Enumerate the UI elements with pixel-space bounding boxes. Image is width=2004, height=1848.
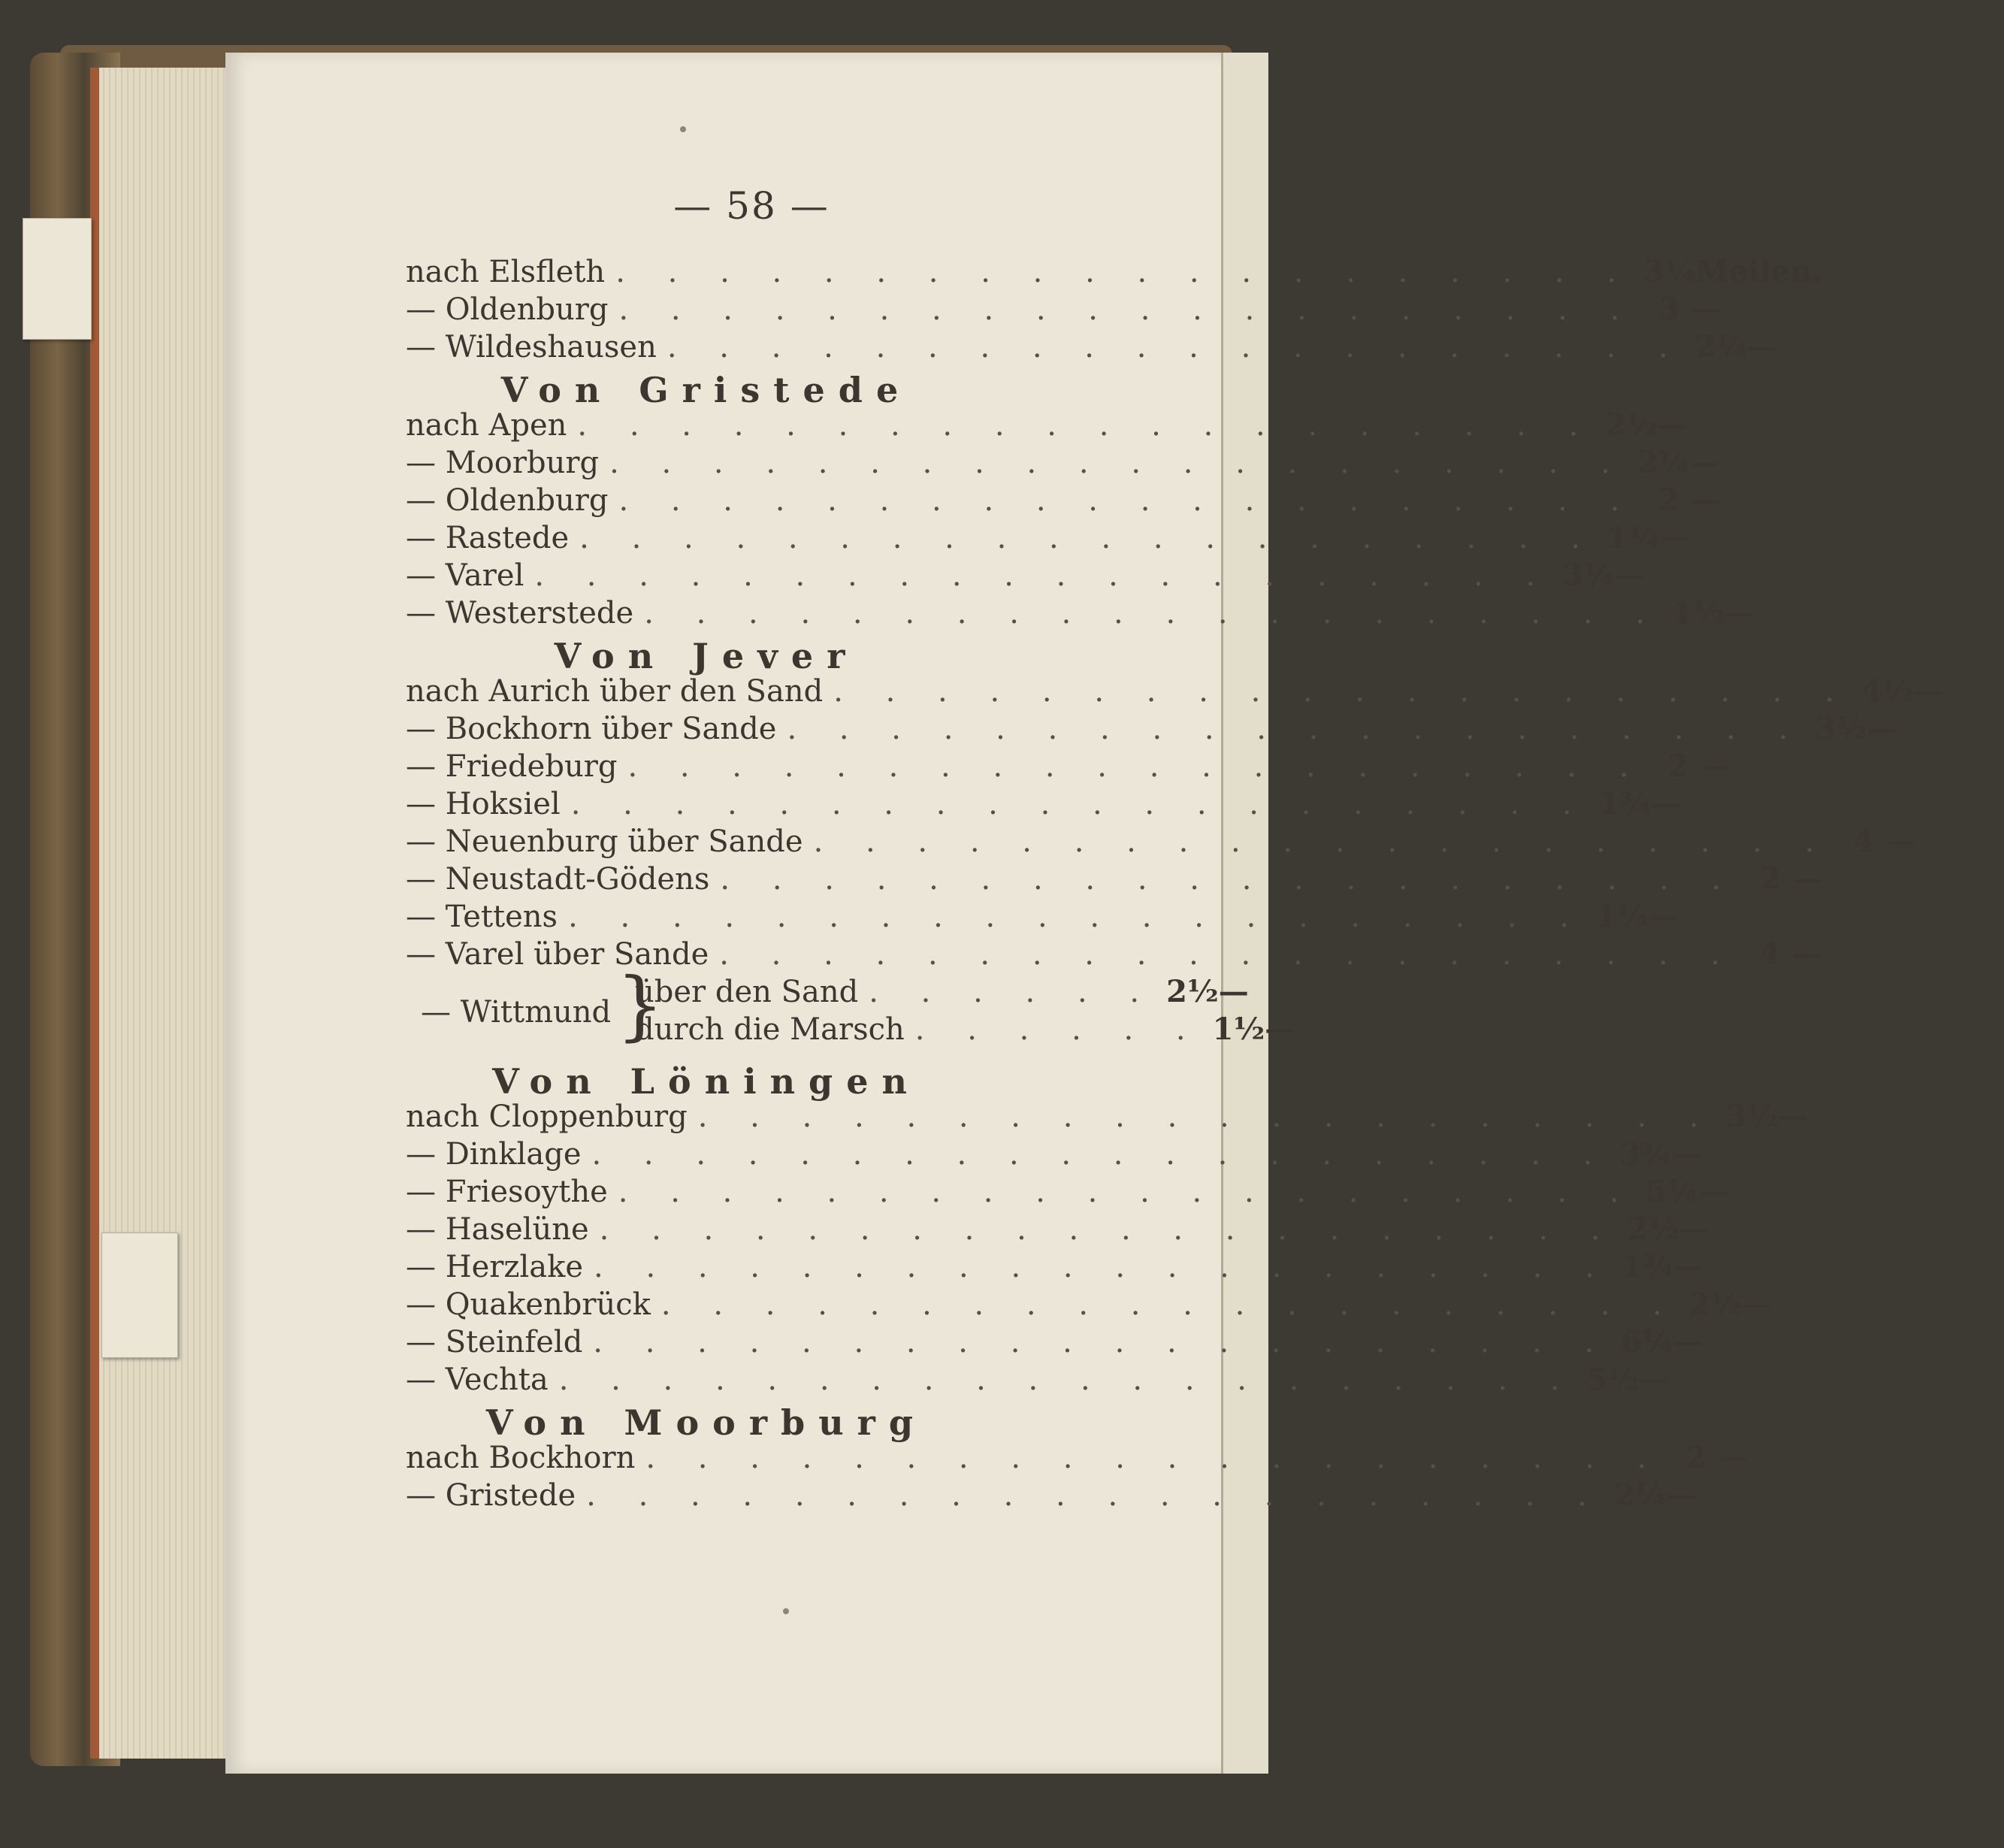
- wittmund-label: — Wittmund: [421, 995, 612, 1030]
- distance-value: 2½: [1627, 1211, 1680, 1247]
- route-name: durch die Marsch: [635, 1012, 905, 1047]
- destination-name: — Quakenbrück: [406, 1287, 651, 1322]
- distance-row: [406, 824, 1917, 863]
- leader-dots: . . . . . . . . . . . . . . . . . . . .: [579, 521, 1597, 555]
- destination-name: nach Aurich über den Sand: [406, 674, 824, 709]
- distance-row: [406, 445, 1720, 484]
- destination-name: nach Apen: [406, 408, 567, 443]
- destination-name: — Oldenburg: [406, 483, 609, 518]
- distance-value: 5½: [1586, 1362, 1640, 1397]
- distance-row: [406, 254, 1823, 293]
- ditto-mark: —: [1741, 1287, 1772, 1322]
- ditto-mark: —: [1792, 936, 1823, 972]
- section-heading: Von Löningen: [492, 1061, 920, 1102]
- page-number: — 58 —: [673, 184, 830, 228]
- destination-name: nach Cloppenburg: [406, 1099, 688, 1134]
- distance-value: 1½: [1672, 595, 1724, 631]
- route-name: über den Sand: [635, 975, 859, 1009]
- leader-dots: . . . . . . . . . . . . . . . . . . . .: [645, 1441, 1664, 1475]
- distance-value: 2¼: [1637, 445, 1690, 480]
- destination-name: — Varel: [406, 558, 524, 593]
- leader-dots: . . . . . . . . . . . . . . . . . . . .: [609, 446, 1627, 480]
- leader-dots: . . . . . . . . . . . . . . . . . . . .: [558, 1363, 1576, 1397]
- ditto-mark: —: [1778, 1099, 1809, 1134]
- ditto-mark: —: [1651, 786, 1682, 821]
- leader-dots: . . . . . .: [914, 1012, 1202, 1047]
- leader-dots: . . . . . . . . . . . . . . . . . . . .: [615, 255, 1634, 289]
- distance-row: [406, 595, 1755, 634]
- distance-value: 3½: [1815, 711, 1867, 746]
- distance-row: [406, 520, 1690, 559]
- distance-row: [406, 292, 1722, 331]
- distance-row: [406, 749, 1731, 788]
- distance-value: 1¼: [1607, 520, 1660, 555]
- destination-name: — Bockhorn über Sande: [406, 712, 777, 746]
- ditto-mark: —: [1218, 974, 1249, 1009]
- distance-row: [406, 1136, 1702, 1175]
- distance-row: [406, 558, 1645, 597]
- leader-dots: . . . . . . . . . . . . . . . . . . . .: [697, 1099, 1715, 1134]
- ditto-mark: —: [1679, 1211, 1710, 1247]
- destination-name: — Steinfeld: [406, 1325, 583, 1360]
- ditto-mark: —: [1673, 1249, 1704, 1284]
- destination-name: — Varel über Sande: [406, 937, 709, 972]
- distance-value: 2½: [1166, 974, 1219, 1009]
- ditto-mark: —: [1700, 749, 1731, 784]
- ditto-mark: —: [1648, 899, 1679, 934]
- distance-row: [406, 1099, 1809, 1138]
- distance-row: [406, 1249, 1704, 1288]
- distance-value: 3½: [1725, 1099, 1779, 1134]
- leader-dots: . . . . . . . . . . . . . . . . . . . .: [660, 1287, 1679, 1322]
- unit-label: Meilen.: [1695, 254, 1823, 289]
- leader-dots: . . . . . . . . . . . . . . . . . . . .: [591, 1137, 1610, 1172]
- destination-name: — Friedeburg: [406, 749, 618, 784]
- destination-name: — Vechta: [406, 1363, 549, 1397]
- section-heading: Von Jever: [554, 636, 859, 676]
- distance-value: 1¾: [1598, 786, 1652, 821]
- distance-value: 3: [1658, 292, 1680, 327]
- ditto-mark: —: [1866, 711, 1897, 746]
- leader-dots: . . . . . . . . . . . . . . . . . . . .: [599, 1212, 1617, 1247]
- distance-row: [406, 786, 1682, 825]
- distance-value: 1¼: [1595, 899, 1649, 934]
- destination-name: — Neustadt-Gödens: [406, 862, 710, 897]
- distance-row: [406, 861, 1824, 900]
- leader-dots: . . . . . . . . . . . . . . . . . . . .: [833, 674, 1851, 709]
- distance-value: 4: [1759, 936, 1781, 972]
- distance-value: 2¼: [1694, 329, 1748, 364]
- leader-dots: . . . . . . . . . . . . . . . . . . . .: [618, 1175, 1636, 1209]
- distance-value: 6¼: [1621, 1324, 1673, 1360]
- leader-dots: . . . . . . . . . . . . . . . . . . . .: [720, 862, 1738, 897]
- leader-dots: . . . . . . . . . . . . . . . . . . . .: [577, 408, 1595, 443]
- ditto-mark: —: [1718, 1440, 1749, 1475]
- leader-dots: . . . . . . . . . . . . . . . . . . . .: [594, 1250, 1611, 1284]
- distance-value: 4: [1853, 824, 1875, 859]
- ditto-mark: —: [1671, 1136, 1702, 1172]
- distance-row: [406, 899, 1679, 938]
- distance-value: 1¾: [1621, 1249, 1674, 1284]
- ditto-mark: —: [1886, 824, 1917, 859]
- destination-name: — Moorburg: [406, 446, 600, 480]
- wittmund-route-row: [635, 974, 1249, 1013]
- distance-row: [406, 936, 1823, 975]
- leader-dots: . . . . . . . . . . . . . . . . . . . .: [568, 900, 1585, 934]
- distance-value: 2½: [1605, 407, 1658, 443]
- distance-row: [406, 673, 1944, 712]
- distance-value: 1½: [1212, 1012, 1265, 1047]
- leader-dots: . . . . . . . . . . . . . . . . . . . .: [570, 787, 1588, 821]
- ditto-mark: —: [1793, 861, 1824, 897]
- distance-value: 3¼: [1562, 558, 1615, 593]
- distance-value: 4½: [1861, 673, 1914, 709]
- leader-dots: . . . . . . . . . . . . . . . . . . . .: [787, 712, 1805, 746]
- destination-name: — Friesoythe: [406, 1175, 608, 1209]
- distance-value: 2½: [1688, 1287, 1742, 1322]
- distance-row: [406, 1440, 1749, 1479]
- destination-name: — Gristede: [406, 1478, 576, 1513]
- distance-row: [406, 329, 1778, 368]
- destination-name: — Westerstede: [406, 596, 634, 631]
- ditto-mark: —: [1691, 292, 1722, 327]
- destination-name: — Neuenburg über Sande: [406, 824, 803, 859]
- ditto-mark: —: [1666, 1477, 1697, 1513]
- ditto-mark: —: [1724, 595, 1755, 631]
- leader-dots: . . . . . . . . . . . . . . . . . . . .: [618, 483, 1637, 518]
- ditto-mark: —: [1691, 482, 1722, 518]
- destination-name: — Rastede: [406, 521, 570, 555]
- destination-name: — Oldenburg: [406, 292, 609, 327]
- ditto-mark: —: [1614, 558, 1645, 593]
- destination-name: — Herzlake: [406, 1250, 584, 1284]
- leader-dots: . . . . . . . . . . . . . . . . . . . .: [644, 596, 1662, 631]
- distance-value: 3¼: [1643, 254, 1696, 289]
- destination-name: — Haselüne: [406, 1212, 589, 1247]
- ditto-mark: —: [1698, 1174, 1729, 1209]
- distance-row: [406, 482, 1722, 522]
- distance-value: 2¼: [1614, 1477, 1667, 1513]
- ditto-mark: —: [1747, 329, 1778, 364]
- leader-dots: . . . . . . . . . . . . . . . . . . . .: [618, 292, 1637, 327]
- section-heading: Von Gristede: [500, 370, 912, 410]
- distance-value: 5¼: [1646, 1174, 1699, 1209]
- leader-dots: . . . . . . . . . . . . . . . . . . . .: [719, 937, 1737, 972]
- distance-row: [406, 1362, 1670, 1401]
- leader-dots: . . . . . . . . . . . . . . . . . . . .: [534, 558, 1552, 593]
- distance-row: [406, 711, 1897, 750]
- distance-row: [406, 1211, 1710, 1251]
- distance-row: [406, 407, 1688, 446]
- distance-value: 2: [1658, 482, 1680, 518]
- leader-dots: . . . . . . . . . . . . . . . . . . . .: [666, 330, 1685, 364]
- destination-name: — Wildeshausen: [406, 330, 657, 364]
- ditto-mark: —: [1639, 1362, 1670, 1397]
- distance-row: [406, 1174, 1729, 1213]
- leader-dots: . . . . . .: [869, 975, 1156, 1009]
- ditto-mark: —: [1913, 673, 1944, 709]
- leader-dots: . . . . . . . . . . . . . . . . . . . .: [593, 1325, 1611, 1360]
- distance-row: [406, 1477, 1697, 1517]
- wittmund-route-row: [635, 1012, 1295, 1051]
- leader-dots: . . . . . . . . . . . . . . . . . . . .: [627, 749, 1646, 784]
- distance-value: 3¾: [1619, 1136, 1672, 1172]
- destination-name: — Tettens: [406, 900, 558, 934]
- destination-name: nach Elsfleth: [406, 255, 606, 289]
- ditto-mark: —: [1689, 445, 1720, 480]
- leader-dots: . . . . . . . . . . . . . . . . . . . .: [586, 1478, 1604, 1513]
- ditto-mark: —: [1265, 1012, 1295, 1047]
- distance-value: 2: [1685, 1440, 1707, 1475]
- section-heading: Von Moorburg: [485, 1402, 927, 1443]
- leader-dots: . . . . . . . . . . . . . . . . . . . .: [813, 824, 1831, 859]
- distance-row: [406, 1324, 1703, 1363]
- ditto-mark: —: [1657, 407, 1688, 443]
- ditto-mark: —: [1659, 520, 1690, 555]
- brace-symbol: }: [616, 961, 664, 1049]
- destination-name: — Dinklage: [406, 1137, 582, 1172]
- destination-name: nach Bockhorn: [406, 1441, 636, 1475]
- destination-name: — Hoksiel: [406, 787, 561, 821]
- ditto-mark: —: [1673, 1324, 1703, 1360]
- distance-value: 2: [1760, 861, 1782, 897]
- distance-row: [406, 1287, 1772, 1326]
- distance-value: 2: [1667, 749, 1689, 784]
